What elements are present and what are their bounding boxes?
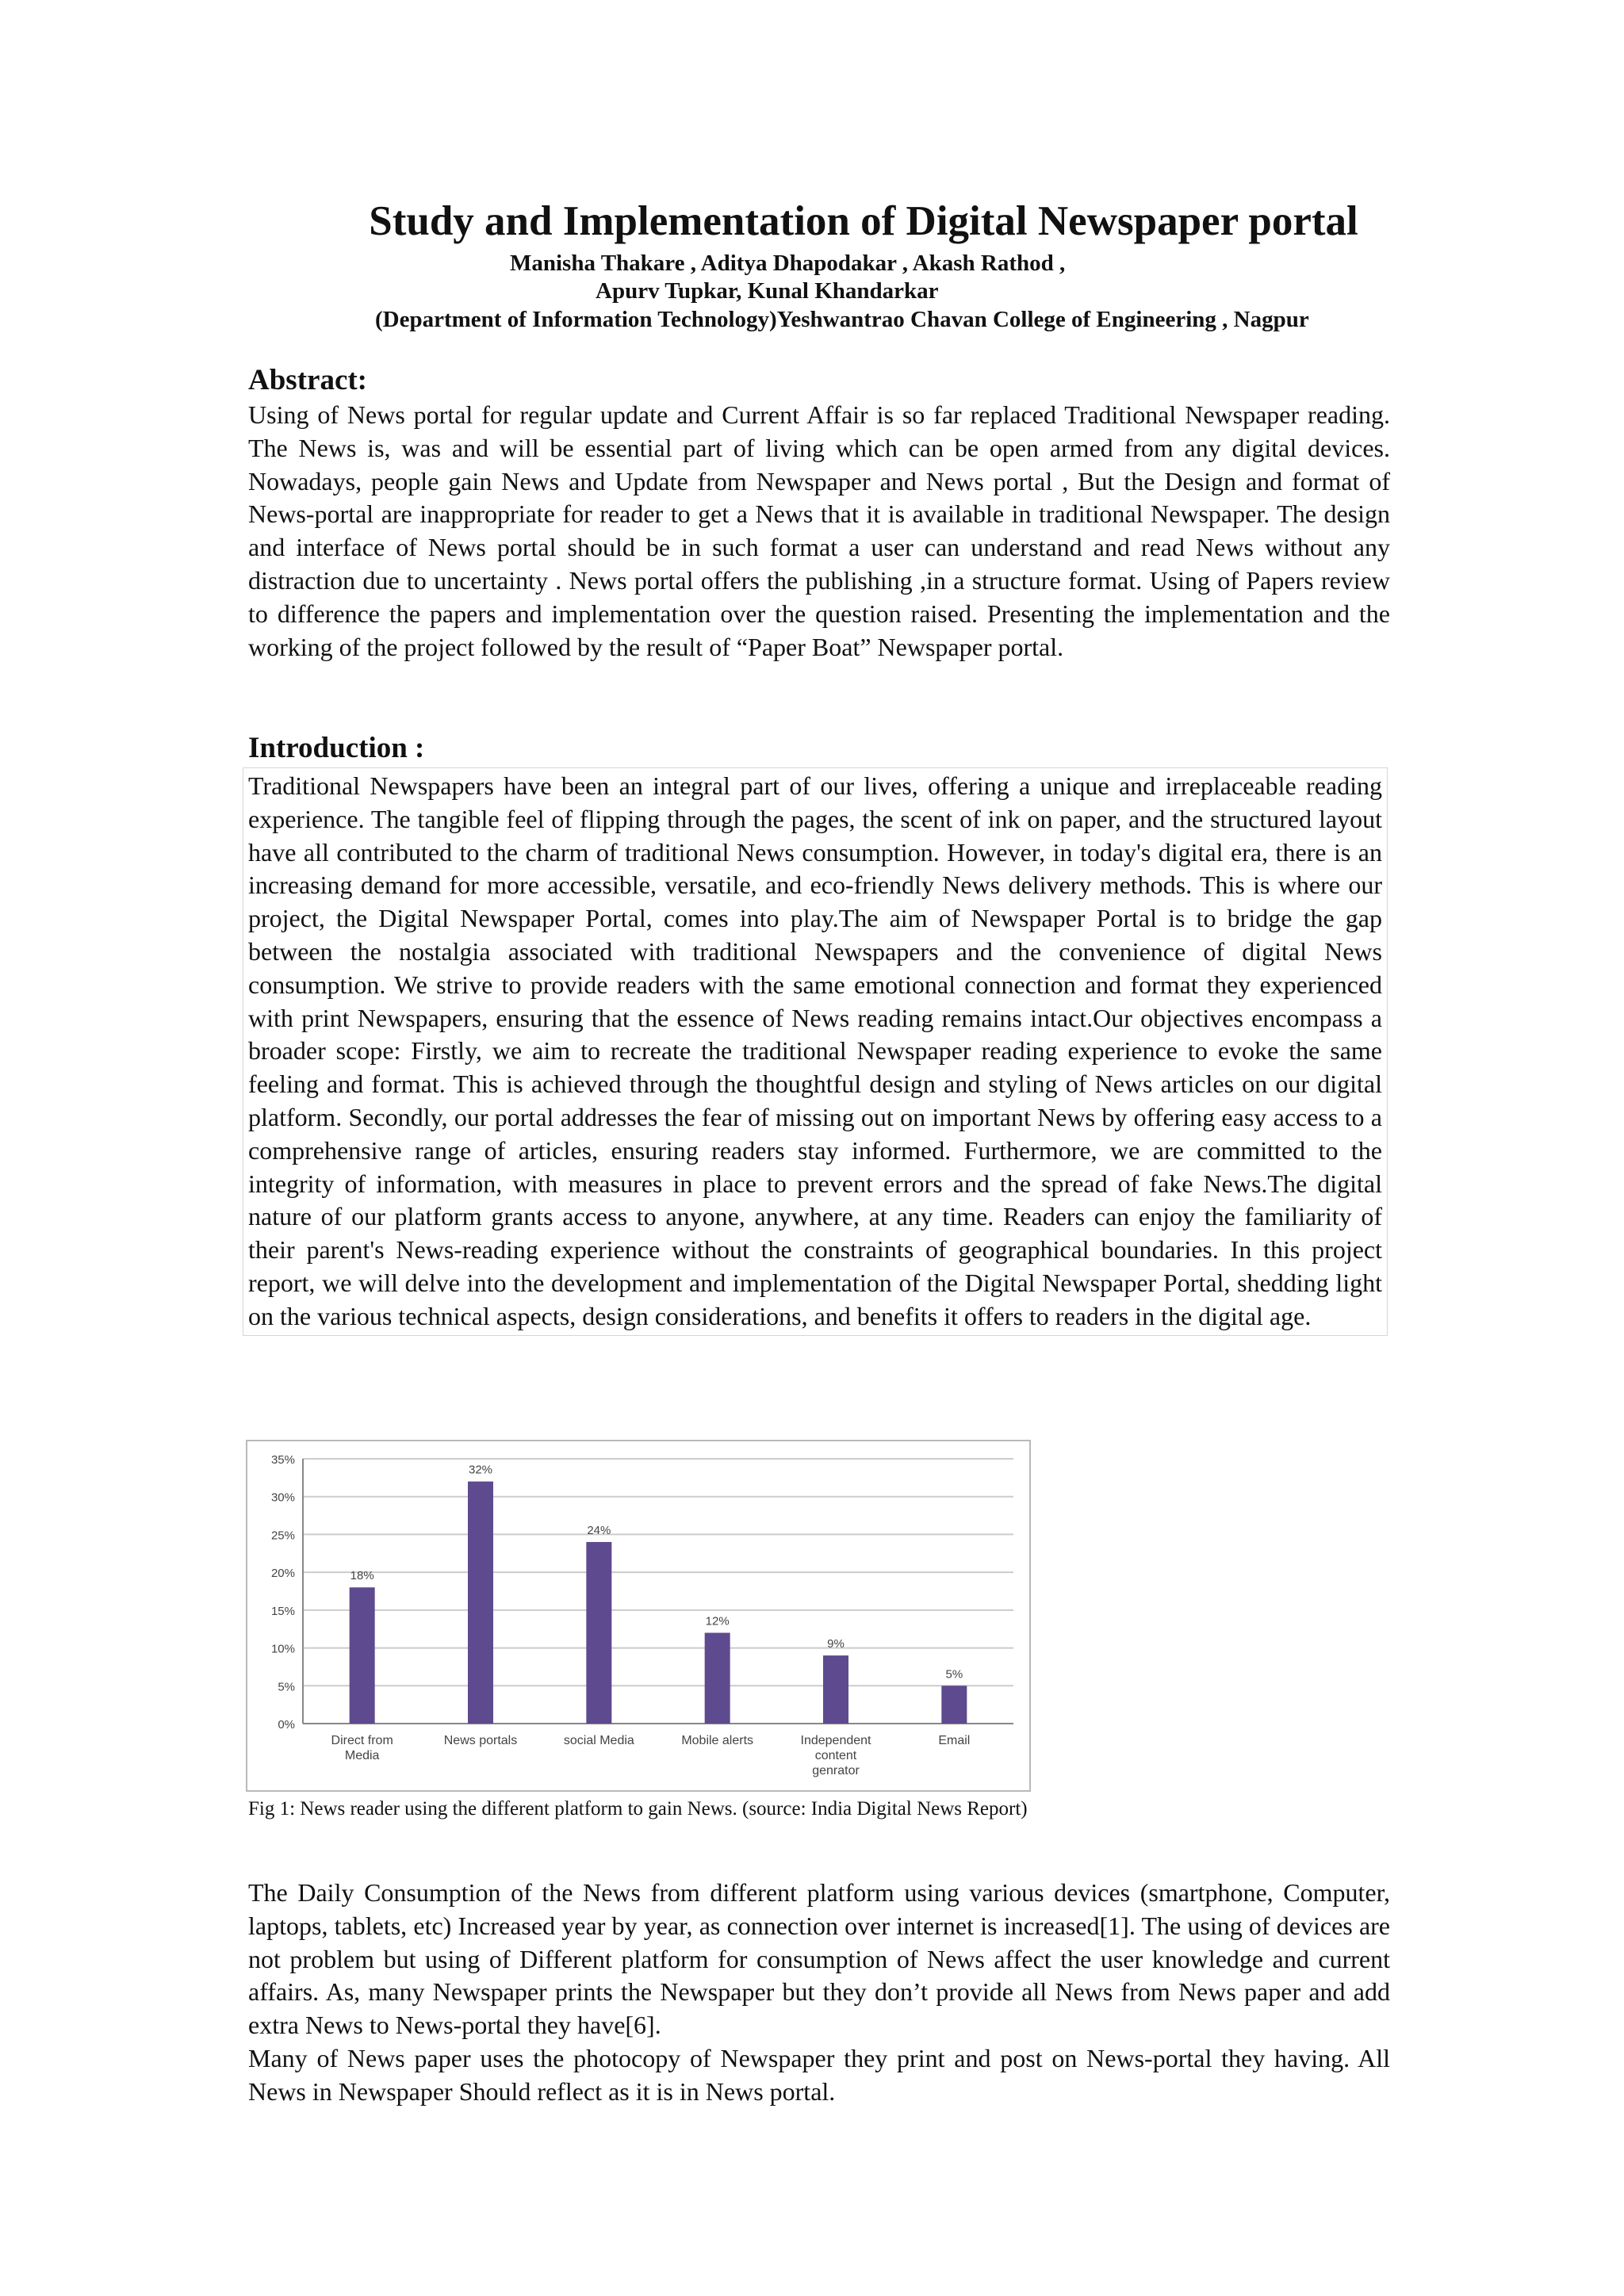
y-tick-label: 15%: [270, 1604, 295, 1618]
y-tick-label: 10%: [270, 1642, 295, 1656]
chart-bar: [941, 1686, 967, 1724]
x-tick-label: Email: [938, 1734, 971, 1747]
authors-line-1: Manisha Thakare , Aditya Dhapodakar , Akash Rathod ,: [510, 251, 1066, 276]
y-tick-label: 5%: [278, 1680, 295, 1694]
introduction-heading: Introduction :: [248, 732, 425, 764]
bar-chart-svg: [247, 1441, 1029, 1790]
abstract-text: Using of News portal for regular update and Current Affair is so far replaced Traditional Newspaper reading. The News is, was and will be essential part of living which can be open armed from any digital devices. Nowadays, people gain News and Update from Newspaper and News portal , But the Design and format of News-portal are inappropriate for reader to get a News that it is available in traditional Newspaper. The design and interface of News portal should be in such format a user can understand and read News without any distraction due to uncertainty . News portal offers the publishing ,in a structure format. Using of Papers review to difference the papers and implementation over the question raised. Presenting the implementation and the working of the project followed by the result of “Paper Boat” Newspaper portal.: [248, 400, 1390, 661]
body-paragraph-2: Many of News paper uses the photocopy of Newspaper they print and post on News-portal they having. All News in Newspaper Should reflect as it is in News portal.: [248, 2044, 1390, 2106]
y-tick-label: 25%: [270, 1529, 295, 1543]
x-tick-label: Independent: [800, 1734, 871, 1747]
figure-1-chart: [246, 1440, 1031, 1792]
x-tick-label: genrator: [812, 1764, 860, 1777]
figure-caption: Fig 1: News reader using the different platform to gain News. (source: India Digital News Report): [248, 1798, 1028, 1820]
chart-bar: [468, 1482, 493, 1724]
x-tick-label: Media: [344, 1749, 380, 1762]
chart-bar: [350, 1587, 375, 1724]
authors-line-2: Apurv Tupkar, Kunal Khandarkar: [596, 278, 939, 304]
data-label: 32%: [468, 1463, 493, 1477]
chart-bar: [586, 1542, 611, 1724]
x-tick-label: Direct from: [331, 1734, 393, 1747]
y-tick-label: 35%: [270, 1453, 295, 1467]
chart-bar: [705, 1632, 730, 1724]
data-label: 9%: [827, 1637, 845, 1651]
body-paragraph-1: The Daily Consumption of the News from different platform using various devices (smartphone, Computer, laptops, tablets, etc) Increased year by year, as connection over internet is increased[1]. The using of devices are not problem but using of Different platform for consumption of News affect the user knowledge and current affairs. As, many Newspaper prints the Newspaper but they don’t provide all News from News paper and add extra News to News-portal they have[6].: [248, 1878, 1390, 2040]
y-tick-label: 0%: [278, 1718, 295, 1732]
y-tick-label: 20%: [270, 1567, 295, 1581]
introduction-text: Traditional Newspapers have been an integral part of our lives, offering a unique and irreplaceable reading experience. The tangible feel of flipping through the pages, the scent of ink on paper, and the structured layout have all contributed to the charm of traditional News consumption. However, in today's digital era, there is an increasing demand for more accessible, versatile, and eco-friendly News delivery methods. This is where our project, the Digital Newspaper Portal, comes into play.The aim of Newspaper Portal is to bridge the gap between the nostalgia associated with traditional Newspapers and the convenience of digital News consumption. We strive to provide readers with the same emotional connection and format they experienced with print Newspapers, ensuring that the essence of News reading remains intact.Our objectives encompass a broader scope: Firstly, we aim to recreate the traditional Newspaper reading experience to evoke the same feeling and format. This is achieved through the thoughtful design and styling of News articles on our digital platform. Secondly, our portal addresses the fear of missing out on important News by offering easy access to a comprehensive range of articles, ensuring readers stay informed. Furthermore, we are committed to the integrity of information, with measures in place to prevent errors and the spread of fake News.The digital nature of our platform grants access to anyone, anywhere, at any time. Readers can enjoy the familiarity of their parent's News-reading experience without the constraints of geographical boundaries. In this project report, we will delve into the development and implementation of the Digital Newspaper Portal, shedding light on the various technical aspects, design considerations, and benefits it offers to readers in the digital age.: [243, 767, 1388, 1336]
y-tick-label: 30%: [270, 1490, 295, 1505]
data-label: 12%: [705, 1614, 730, 1628]
data-label: 24%: [587, 1523, 611, 1537]
data-label: 18%: [350, 1569, 374, 1583]
paper-title: Study and Implementation of Digital Newspaper portal: [369, 198, 1358, 244]
x-tick-label: social Media: [563, 1734, 634, 1747]
data-label: 5%: [945, 1667, 963, 1682]
x-tick-label: content: [814, 1749, 857, 1762]
chart-bar: [823, 1655, 848, 1724]
affiliation: (Department of Information Technology)Yeshwantrao Chavan College of Engineering , Nagpur: [375, 307, 1309, 332]
x-tick-label: Mobile alerts: [681, 1734, 754, 1747]
x-tick-label: News portals: [443, 1734, 518, 1747]
abstract-heading: Abstract:: [248, 364, 368, 396]
